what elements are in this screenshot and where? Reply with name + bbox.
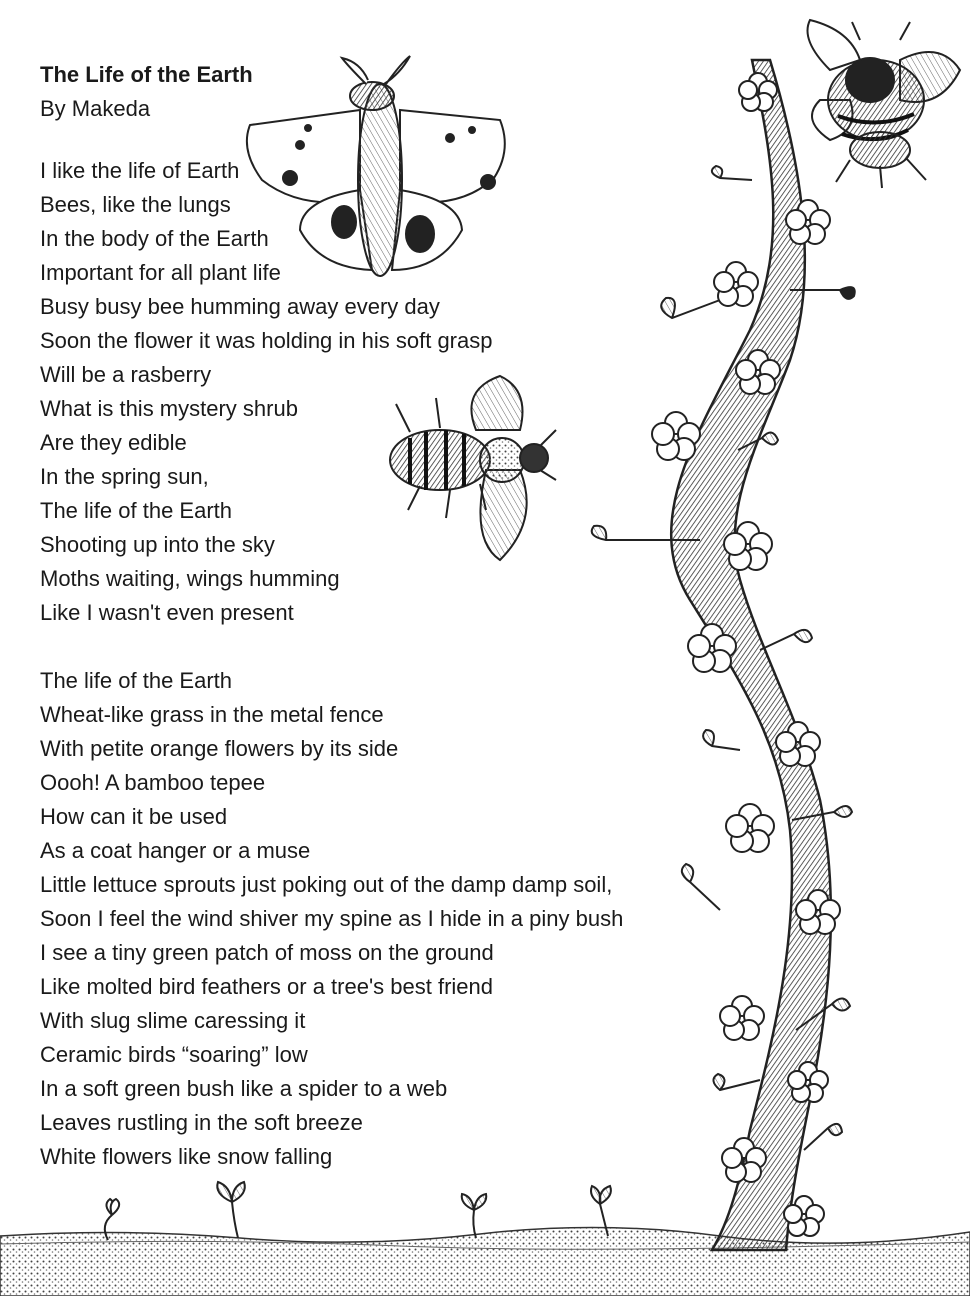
flowering-vine-drawing	[592, 60, 855, 1250]
poem-line: Will be a rasberry	[40, 362, 212, 387]
poem-line: Soon the flower it was holding in his soft grasp	[40, 328, 493, 353]
poem-line: Leaves rustling in the soft breeze	[40, 1110, 363, 1135]
poem-author: By Makeda	[40, 96, 151, 121]
poem-line: I like the life of Earth	[40, 158, 240, 183]
poem-line: The life of the Earth	[40, 668, 232, 693]
soil-ground-drawing	[0, 1227, 970, 1296]
poem-line: Ceramic birds “soaring” low	[40, 1042, 308, 1067]
poem-line: Like I wasn't even present	[40, 600, 294, 625]
poem-line: Are they edible	[40, 430, 187, 455]
poem-line: Moths waiting, wings humming	[40, 566, 340, 591]
stanza-2	[40, 664, 623, 1174]
poem-line: The life of the Earth	[40, 498, 232, 523]
poem-line: Bees, like the lungs	[40, 192, 231, 217]
poem-line: White flowers like snow falling	[40, 1144, 333, 1169]
poem-line: What is this mystery shrub	[40, 396, 298, 421]
bumblebee-drawing	[808, 20, 961, 188]
poem-line: I see a tiny green patch of moss on the ground	[40, 940, 494, 965]
poem-line: Soon I feel the wind shiver my spine as I hide in a piny bush	[40, 906, 624, 931]
poem-line: Shooting up into the sky	[40, 532, 275, 557]
stanza-1	[40, 154, 492, 630]
poem-line: With slug slime caressing it	[40, 1008, 306, 1033]
poem-line: As a coat hanger or a muse	[40, 838, 311, 863]
poem-line: How can it be used	[40, 804, 228, 829]
poem-line: Little lettuce sprouts just poking out of the damp damp soil,	[40, 872, 613, 897]
poem-line: In a soft green bush like a spider to a web	[40, 1076, 448, 1101]
poem-line: Busy busy bee humming away every day	[40, 294, 440, 319]
poem-line: Oooh! A bamboo tepee	[40, 770, 266, 795]
poem-line: In the body of the Earth	[40, 226, 269, 251]
poem-line: Important for all plant life	[40, 260, 281, 285]
poem-line: Like molted bird feathers or a tree's best friend	[40, 974, 493, 999]
poem-title: The Life of the Earth	[40, 62, 253, 87]
poem-line: In the spring sun,	[40, 464, 209, 489]
poem-line: Wheat-like grass in the metal fence	[40, 702, 384, 727]
poem-line: With petite orange flowers by its side	[40, 736, 399, 761]
